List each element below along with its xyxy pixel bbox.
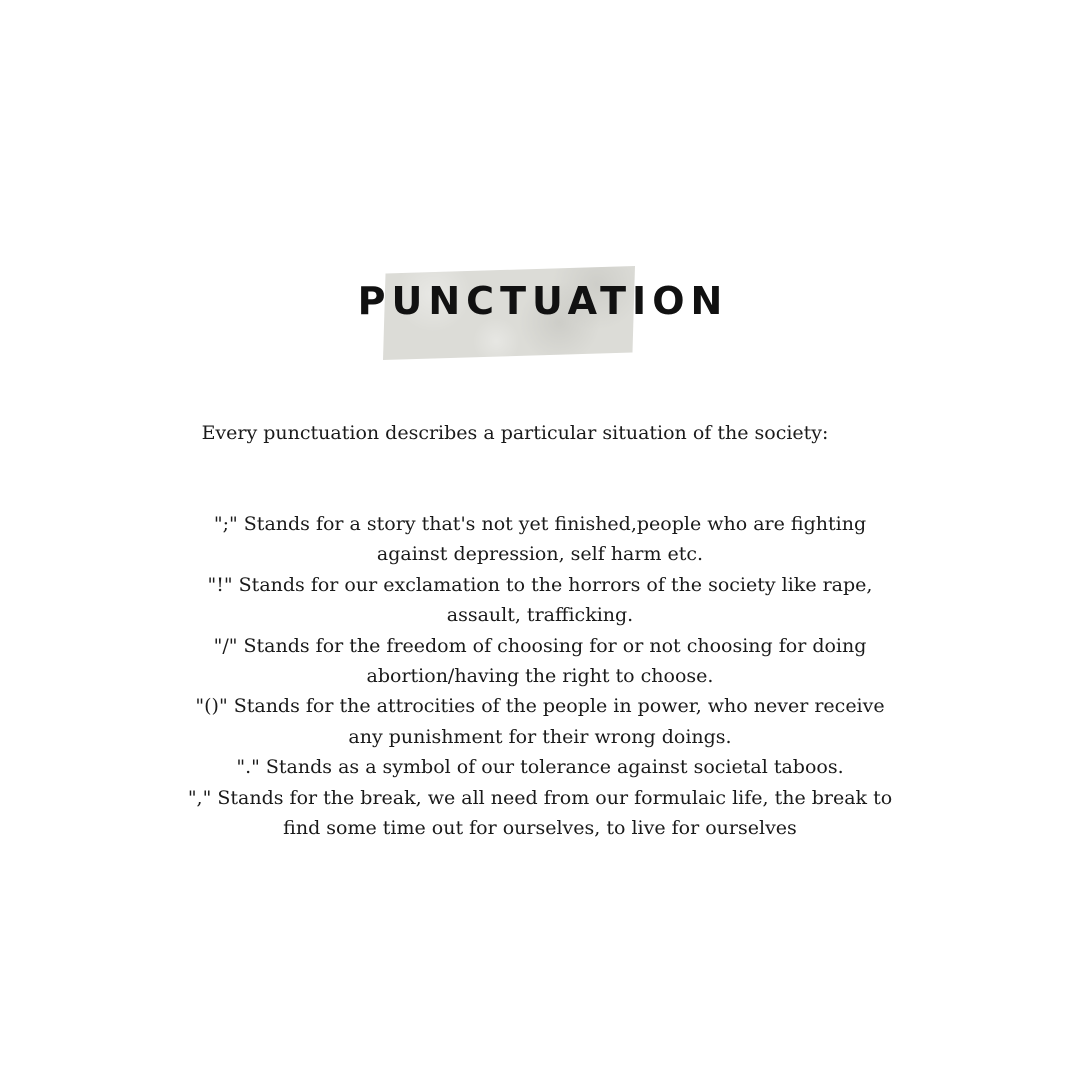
list-item-parentheses: "()" Stands for the attrocities of the people in power, who never receive any punishment for their wrong doings.: [195, 695, 885, 748]
punctuation-list: [180, 509, 900, 843]
list-item-comma: "," Stands for the break, we all need from our formulaic life, the break to find some time out for ourselves, to live for ourselves: [187, 786, 893, 840]
intro-paragraph: Every punctuation describes a particular situation of the society:: [201, 422, 829, 444]
list-item-exclamation: "!" Stands for our exclamation to the horrors of the society like rape, assault, trafficking.: [207, 573, 873, 627]
list-item-slash: "/" Stands for the freedom of choosing for or not choosing for doing abortion/having the right to choose.: [213, 634, 867, 688]
list-item-period: "." Stands as a symbol of our tolerance against societal taboos.: [236, 756, 844, 779]
list-item-semicolon: ";" Stands for a story that's not yet finished,people who are fighting against depression, self harm etc.: [213, 513, 867, 566]
page-title: PUNCTUATION: [357, 279, 729, 323]
